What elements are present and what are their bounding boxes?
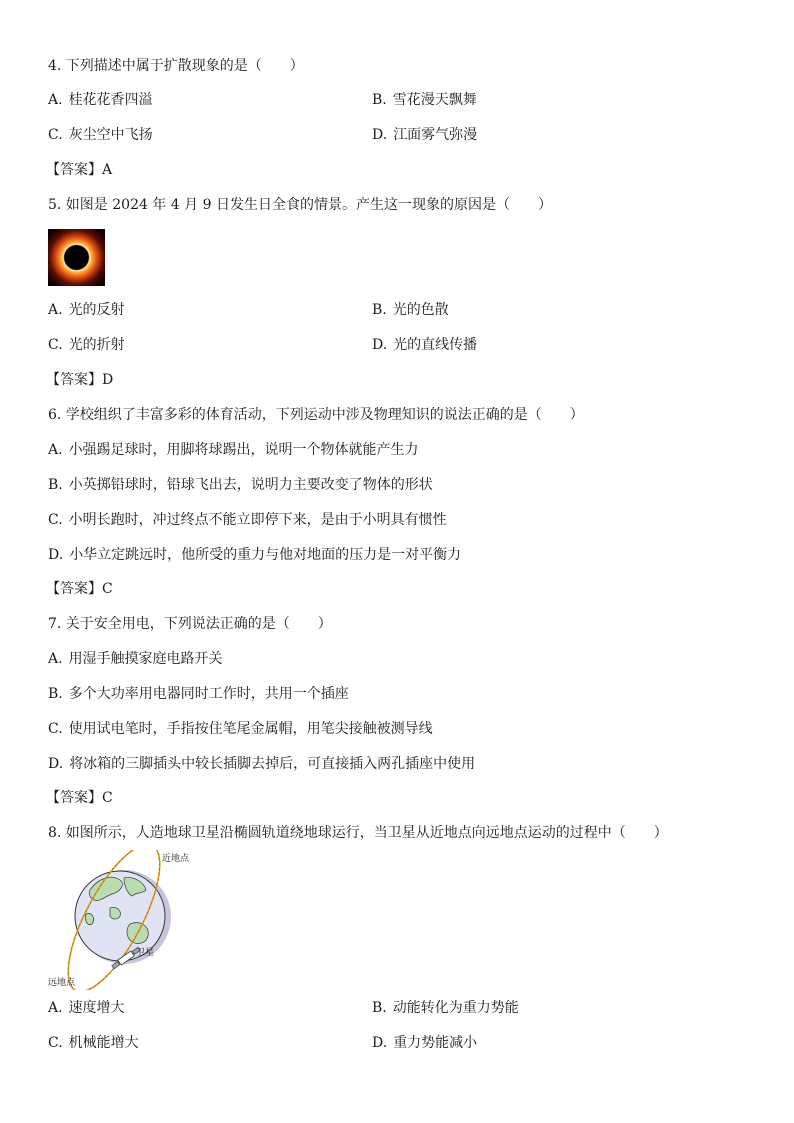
option-text: 光的直线传播 (393, 337, 478, 353)
question-7-option-b[interactable] (48, 685, 349, 703)
question-8-option-a[interactable] (48, 999, 125, 1017)
question-6-option-d[interactable] (48, 546, 461, 564)
option-text: 速度增大 (68, 1000, 125, 1016)
question-7-answer: 【答案】C (46, 790, 113, 806)
option-label: B. (372, 1000, 387, 1016)
question-7-option-c[interactable] (48, 720, 433, 738)
option-label: A. (48, 651, 63, 667)
option-text: 雪花漫天飘舞 (392, 92, 477, 108)
orbit-figure (46, 850, 206, 990)
option-text: 光的反射 (68, 302, 125, 318)
option-label: C. (48, 337, 63, 353)
option-text: 将冰箱的三脚插头中较长插脚去掉后，可直接插入两孔插座中使用 (69, 756, 476, 772)
option-label: D. (372, 1035, 388, 1051)
option-text: 小华立定跳远时，他所受的重力与他对地面的压力是一对平衡力 (69, 547, 462, 563)
question-6-option-a[interactable] (48, 441, 419, 459)
question-7-stem: 7. 关于安全用电，下列说法正确的是（ ） (48, 616, 332, 632)
option-text: 重力势能减小 (393, 1035, 478, 1051)
question-4-option-c[interactable] (48, 126, 153, 144)
question-7-option-a[interactable] (48, 650, 223, 668)
question-7-option-d[interactable] (48, 755, 475, 773)
question-5-stem: 5. 如图是 2024 年 4 月 9 日发生日全食的情景。产生这一现象的原因是（ ） (48, 197, 552, 213)
perigee-label: 近地点 (162, 854, 190, 864)
apogee-label: 远地点 (48, 978, 76, 988)
option-text: 江面雾气弥漫 (393, 127, 478, 143)
option-text: 光的色散 (392, 302, 449, 318)
option-text: 桂花花香四溢 (68, 92, 153, 108)
satellite-label: 卫星 (136, 948, 155, 958)
option-label: C. (48, 1035, 63, 1051)
option-label: D. (372, 337, 388, 353)
option-label: A. (48, 1000, 63, 1016)
option-label: D. (372, 127, 388, 143)
option-text: 用湿手触摸家庭电路开关 (68, 651, 223, 667)
option-text: 小强踢足球时，用脚将球踢出，说明一个物体就能产生力 (68, 442, 419, 458)
option-text: 小明长跑时，冲过终点不能立即停下来，是由于小明具有惯性 (68, 512, 447, 528)
option-label: D. (48, 756, 64, 772)
option-text: 机械能增大 (68, 1035, 139, 1051)
option-text: 小英掷铅球时，铅球飞出去，说明力主要改变了物体的形状 (68, 477, 433, 493)
option-label: A. (48, 442, 63, 458)
question-6-option-c[interactable] (48, 511, 447, 529)
question-6-answer: 【答案】C (46, 581, 113, 597)
question-8-stem: 8. 如图所示，人造地球卫星沿椭圆轨道绕地球运行，当卫星从近地点向远地点运动的过程中（ ） (48, 825, 668, 841)
satellite-orbit-diagram (46, 850, 206, 990)
question-8-option-b[interactable] (372, 999, 519, 1017)
question-5-option-c[interactable] (48, 336, 125, 354)
option-text: 使用试电笔时，手指按住笔尾金属帽，用笔尖接触被测导线 (68, 721, 433, 737)
option-label: D. (48, 547, 64, 563)
option-label: A. (48, 92, 63, 108)
question-8-option-c[interactable] (48, 1034, 139, 1052)
question-4-option-a[interactable] (48, 91, 153, 109)
option-label: B. (48, 477, 63, 493)
question-5-option-d[interactable] (372, 336, 477, 354)
question-5-option-a[interactable] (48, 301, 125, 319)
option-label: C. (48, 512, 63, 528)
option-label: B. (48, 686, 63, 702)
question-6-option-b[interactable] (48, 476, 433, 494)
option-label: A. (48, 302, 63, 318)
solar-eclipse-image (48, 229, 105, 286)
option-label: C. (48, 721, 63, 737)
option-text: 灰尘空中飞扬 (68, 127, 153, 143)
question-5-answer: 【答案】D (46, 372, 114, 388)
option-label: C. (48, 127, 63, 143)
option-text: 多个大功率用电器同时工作时，共用一个插座 (68, 686, 349, 702)
question-4-option-b[interactable] (372, 91, 477, 109)
option-text: 光的折射 (68, 337, 125, 353)
question-4-stem: 4. 下列描述中属于扩散现象的是（ ） (48, 58, 304, 74)
question-6-stem: 6. 学校组织了丰富多彩的体育活动，下列运动中涉及物理知识的说法正确的是（ ） (48, 407, 584, 423)
continent-west (85, 914, 93, 925)
question-4-option-d[interactable] (372, 126, 477, 144)
option-label: B. (372, 302, 387, 318)
question-4-answer: 【答案】A (46, 162, 113, 178)
question-8-option-d[interactable] (372, 1034, 477, 1052)
option-label: B. (372, 92, 387, 108)
option-text: 动能转化为重力势能 (392, 1000, 519, 1016)
question-5-option-b[interactable] (372, 301, 449, 319)
